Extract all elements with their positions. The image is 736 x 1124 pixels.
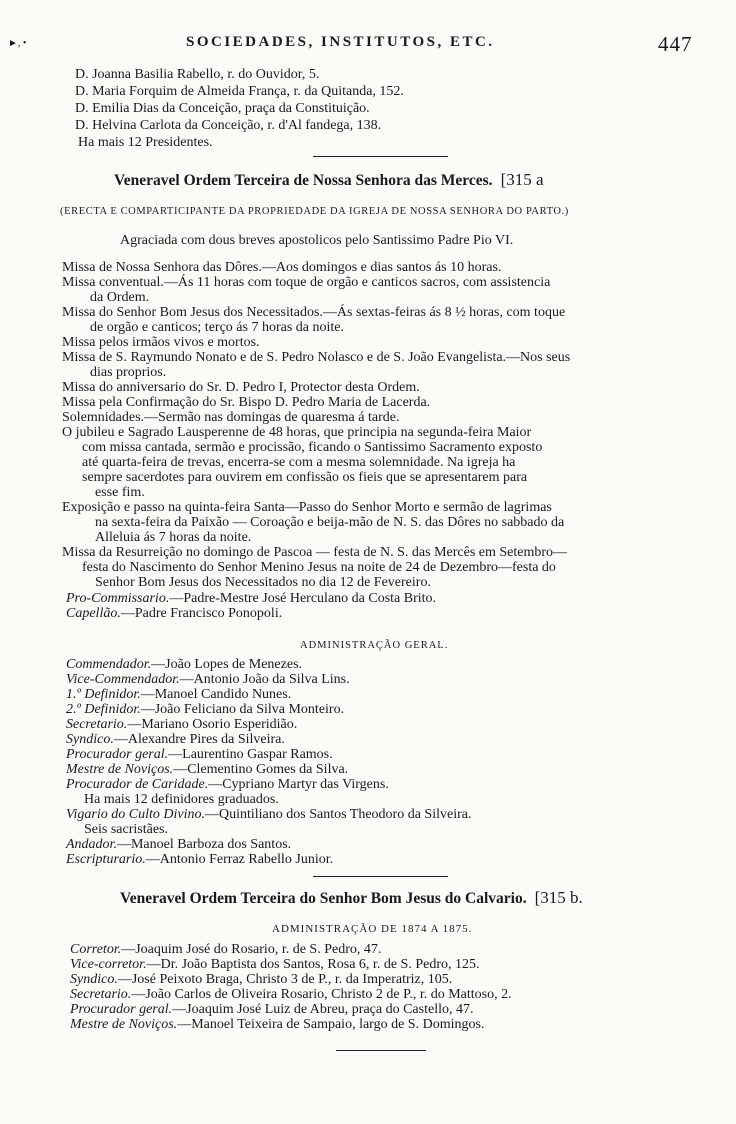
person-name: —Quintiliano dos Santos Theodoro da Silveira. [204,807,472,822]
role-label: Syndico. [66,732,114,747]
role-label: Procurador de Caridade. [66,777,209,792]
section-title [120,888,583,908]
text-line: sempre sacerdotes para ouvirem em confissão os fieis que se apresentarem para [82,470,528,485]
list-item: D. Emilia Dias da Conceição, praça da Constituição. [75,101,370,116]
text-line: de orgão e canticos; terço ás 7 horas da noite. [90,320,344,335]
stray-marks: ►, • [8,38,27,49]
section-title [114,170,544,190]
admin-entry [70,1016,484,1033]
section-subtitle: (ERECTA E COMPARTICIPANTE DA PROPRIEDADE DA IGREJA DE NOSSA SENHORA DO PARTO.) [60,206,569,217]
role-label: Capellão. [66,606,121,621]
person-name: —Clementino Gomes da Silva. [173,762,349,777]
text-line: da Ordem. [90,290,150,305]
page-number: 447 [658,32,693,56]
divider [313,156,448,157]
person-name: —Joaquim José Luiz de Abreu, praça do Castello, 47. [172,1002,474,1017]
person-name: —Laurentino Gaspar Ramos. [168,747,333,762]
section-title-text: Veneravel Ordem Terceira de Nossa Senhora das Merces. [114,172,493,189]
admin-heading: ADMINISTRAÇÃO GERAL. [300,640,449,651]
list-item: D. Joanna Basilia Rabello, r. do Ouvidor, 5. [75,67,320,82]
role-label: Procurador geral. [66,747,169,762]
text-line: Missa pelos irmãos vivos e mortos. [62,335,260,350]
person-name: —Manoel Teixeira de Sampaio, largo de S. Domingos. [177,1017,485,1032]
text-line: Missa pela Confirmação do Sr. Bispo D. Pedro Maria de Lacerda. [62,395,431,410]
person-name: —Dr. João Baptista dos Santos, Rosa 6, r. de S. Pedro, 125. [146,957,480,972]
text-line: dias proprios. [90,365,167,380]
section-number: [315 b. [534,888,583,907]
role-label: Mestre de Noviços. [66,762,174,777]
text-line: Missa conventual.—Ás 11 horas com toque de orgão e canticos sacros, com assistencia [62,275,551,290]
section-graced: Agraciada com dous breves apostolicos pelo Santissimo Padre Pio VI. [120,233,514,248]
text-line: Missa de S. Raymundo Nonato e de S. Pedro Nolasco e de S. João Evangelista.—Nos seus [62,350,571,365]
person-name: —Antonio João da Silva Lins. [179,672,350,687]
person-name: Seis sacristães. [84,822,168,837]
list-item: D. Maria Forquim de Almeida França, r. da Quitanda, 152. [75,84,404,99]
list-item: D. Helvina Carlota da Conceição, r. d'Al fandega, 138. [75,118,382,133]
role-label: Secretario. [66,717,128,732]
person-name: —João Feliciano da Silva Monteiro. [140,702,345,717]
page-header [0,30,736,60]
person-name: —José Peixoto Braga, Christo 3 de P., r. da Imperatriz, 105. [117,972,453,987]
text-line: com missa cantada, sermão e procissão, ficando o Santissimo Sacramento exposto [82,440,543,455]
text-line: Missa do anniversario do Sr. D. Pedro I, Protector desta Ordem. [62,380,420,395]
person-name: —Antonio Ferraz Rabello Junior. [145,852,334,867]
person-name: —Manoel Barboza dos Santos. [116,837,292,852]
role-label: Procurador geral. [70,1002,173,1017]
person-name: —Manoel Candido Nunes. [140,687,292,702]
text-line: esse fim. [95,485,145,500]
role-label: Andador. [66,837,117,852]
person-name: —Padre-Mestre José Herculano da Costa Brito. [169,591,437,606]
role-label: 2.º Definidor. [66,702,141,717]
divider [313,876,448,877]
capellao-line [66,605,282,622]
role-label: Pro-Commissario. [66,591,170,606]
person-name: —Mariano Osorio Esperidião. [127,717,298,732]
running-head: SOCIEDADES, INSTITUTOS, ETC. [186,34,495,50]
person-name: Ha mais 12 definidores graduados. [84,792,279,807]
person-name: —João Carlos de Oliveira Rosario, Christo 2 de P., r. do Mattoso, 2. [131,987,512,1002]
person-name: —Padre Francisco Ponopoli. [120,606,283,621]
text-line: até quarta-feira de trevas, encerra-se com a mesma solemnidade. Na igreja ha [82,455,516,470]
section-number: [315 a [500,170,544,189]
section-title-text: Veneravel Ordem Terceira do Senhor Bom Jesus do Calvario. [120,890,527,907]
person-name: —Joaquim José do Rosario, r. de S. Pedro, 47. [121,942,382,957]
text-line: O jubileu e Sagrado Lausperenne de 48 horas, que principia na segunda-feira Maior [62,425,532,440]
text-line: Alleluia ás 7 horas da noite. [95,530,252,545]
role-label: Corretor. [70,942,122,957]
role-label: Escripturario. [66,852,146,867]
text-line: Missa da Resurreição no domingo de Pascoa — festa de N. S. das Mercês em Setembro— [62,545,568,560]
admin-entry [66,851,333,868]
role-label: 1.º Definidor. [66,687,141,702]
text-line: Solemnidades.—Sermão nas domingas de quaresma á tarde. [62,410,400,425]
role-label: Syndico. [70,972,118,987]
list-item: Ha mais 12 Presidentes. [78,135,213,150]
text-line: na sexta-feira da Paixão — Coroação e beija-mão de N. S. das Dôres no sabbado da [95,515,565,530]
role-label: Vice-corretor. [70,957,147,972]
text-line: Missa de Nossa Senhora das Dôres.—Aos domingos e dias santos ás 10 horas. [62,260,502,275]
role-label: Commendador. [66,657,152,672]
person-name: —João Lopes de Menezes. [151,657,303,672]
role-label: Secretario. [70,987,132,1002]
text-line: festa do Nascimento do Senhor Menino Jesus na noite de 24 de Dezembro—festa do [82,560,556,575]
text-line: Missa do Senhor Bom Jesus dos Necessitados.—Ás sextas-feiras ás 8 ½ horas, com toque [62,305,566,320]
role-label: Mestre de Noviços. [70,1017,178,1032]
role-label: Vigario do Culto Divino. [66,807,205,822]
text-line: Senhor Bom Jesus dos Necessitados no dia 12 de Fevereiro. [95,575,431,590]
divider [336,1050,426,1051]
admin-heading: ADMINISTRAÇÃO DE 1874 A 1875. [272,923,473,935]
text-line: Exposição e passo na quinta-feira Santa—Passo do Senhor Morto e sermão de lagrimas [62,500,552,515]
role-label: Vice-Commendador. [66,672,180,687]
person-name: —Cypriano Martyr das Virgens. [208,777,389,792]
person-name: —Alexandre Pires da Silveira. [113,732,285,747]
